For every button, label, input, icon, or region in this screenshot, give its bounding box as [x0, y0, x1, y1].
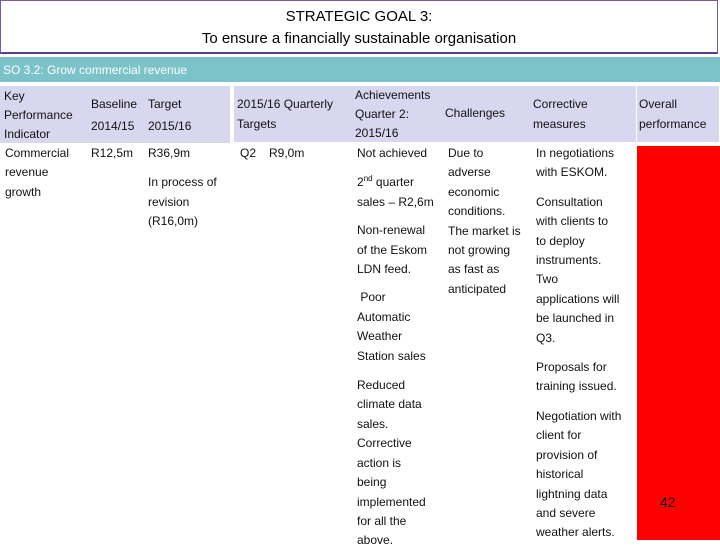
- achievement-quarter-sales: 2nd quarter: [357, 174, 414, 190]
- corrective-line: Negotiation with: [536, 408, 622, 423]
- corrective-line: applications will: [536, 291, 620, 306]
- target-cell: [148, 144, 232, 232]
- corrective-line: Proposals for: [536, 360, 607, 375]
- achievement-line: climate data: [357, 397, 422, 412]
- challenge-line: Due to: [448, 146, 484, 160]
- corrective-line: client for: [536, 428, 582, 443]
- header-baseline: [88, 86, 147, 143]
- header-target: [146, 86, 230, 143]
- target-value: R36,9m: [148, 146, 191, 160]
- page-number: 42: [660, 494, 676, 510]
- challenge-line: not growing: [448, 243, 511, 258]
- achievements-cell: [357, 144, 443, 551]
- achievement-line: Corrective: [357, 436, 412, 451]
- target-note-line: revision: [148, 194, 190, 209]
- challenge-line: adverse: [448, 165, 491, 180]
- corrective-line: Two: [536, 272, 559, 287]
- header-kpi-line: Indicator: [4, 127, 51, 141]
- header-corrective: [531, 86, 636, 142]
- header-overall-line: performance: [639, 117, 707, 131]
- achievement-line: being: [357, 475, 387, 490]
- achievement-line: Automatic: [357, 309, 411, 324]
- achievement-line: for all the: [357, 513, 407, 528]
- achievement-line: action is: [357, 455, 402, 470]
- quarter-value: R9,0m: [269, 146, 305, 160]
- header-kpi-line: Key: [4, 89, 25, 103]
- header-quarterly-line: 2015/16 Quarterly: [237, 97, 334, 111]
- corrective-line: historical: [536, 467, 584, 482]
- header-achievements: [352, 86, 443, 142]
- challenge-line: conditions.: [448, 204, 506, 219]
- corrective-line: and severe: [536, 505, 596, 520]
- header-challenges: [442, 86, 531, 142]
- kpi-line: revenue: [5, 165, 49, 180]
- header-quarterly-line: Targets: [237, 117, 277, 131]
- achievement-line: Weather: [357, 329, 403, 344]
- header-quarterly: [234, 86, 352, 142]
- achievement-line: implemented: [357, 494, 426, 509]
- corrective-line: be launched in: [536, 311, 615, 326]
- achievement-line: of the Eskom: [357, 242, 428, 257]
- achievement-line: Non-renewal: [357, 223, 426, 238]
- kpi-line: growth: [5, 184, 42, 199]
- header-overall-line: Overall: [639, 97, 678, 111]
- header-target-line: 2015/16: [148, 119, 192, 133]
- title-line-1: STRATEGIC GOAL 3:: [285, 8, 433, 25]
- target-note-line: In process of: [148, 175, 217, 190]
- achievement-line: Reduced: [357, 378, 406, 393]
- corrective-line: weather alerts.: [536, 525, 615, 540]
- corrective-line: provision of: [536, 447, 598, 462]
- header-baseline-line: 2014/15: [91, 119, 135, 133]
- header-corrective-line: Corrective: [533, 97, 588, 111]
- header-challenges-label: Challenges: [445, 106, 506, 120]
- header-corrective-line: measures: [533, 117, 586, 131]
- header-achievements-line: 2015/16: [355, 126, 399, 140]
- corrective-line: training issued.: [536, 379, 617, 394]
- target-note-line: (R16,0m): [148, 214, 199, 229]
- corrective-line: with ESKOM.: [536, 165, 608, 180]
- strategic-objective-band: SO 3.2: Grow commercial revenue: [0, 57, 720, 82]
- corrective-line: Consultation: [536, 194, 603, 209]
- corrective-line: with clients to: [536, 214, 609, 229]
- header-achievements-line: Quarter 2:: [355, 107, 410, 121]
- title-box: [0, 0, 718, 54]
- quarter-label: Q2: [240, 146, 257, 160]
- achievement-status: Not achieved: [357, 146, 428, 160]
- header-achievements-line: Achievements: [355, 88, 431, 102]
- corrective-line: instruments.: [536, 253, 602, 268]
- header-overall: [637, 86, 719, 142]
- corrective-line: In negotiations: [536, 146, 615, 160]
- challenge-line: The market is: [448, 223, 521, 238]
- header-kpi-line: Performance: [4, 108, 73, 122]
- achievement-line: above.: [357, 533, 394, 548]
- challenge-line: economic: [448, 184, 500, 199]
- achievement-line: LDN feed.: [357, 262, 412, 277]
- corrective-line: Q3.: [536, 330, 556, 345]
- title-line-2: To ensure a financially sustainable organisation: [201, 30, 517, 47]
- header-kpi: [0, 86, 90, 143]
- baseline-cell: R12,5m: [91, 146, 134, 160]
- corrective-line: to deploy: [536, 233, 585, 248]
- header-target-line: Target: [148, 97, 182, 111]
- challenge-line: as fast as: [448, 262, 500, 277]
- header-baseline-line: Baseline: [91, 97, 138, 111]
- challenge-line: anticipated: [448, 281, 507, 296]
- achievement-line: Station sales: [357, 348, 426, 363]
- achievement-line: sales.: [357, 416, 389, 431]
- challenges-cell: [448, 144, 534, 299]
- corrective-line: lightning data: [536, 486, 608, 501]
- overall-performance-status: [637, 146, 720, 540]
- achievement-sales-value: sales – R2,6m: [357, 194, 434, 209]
- achievement-line: Poor: [357, 290, 386, 305]
- kpi-line: Commercial: [5, 146, 70, 160]
- kpi-cell: [5, 144, 87, 202]
- corrective-cell: [536, 144, 636, 543]
